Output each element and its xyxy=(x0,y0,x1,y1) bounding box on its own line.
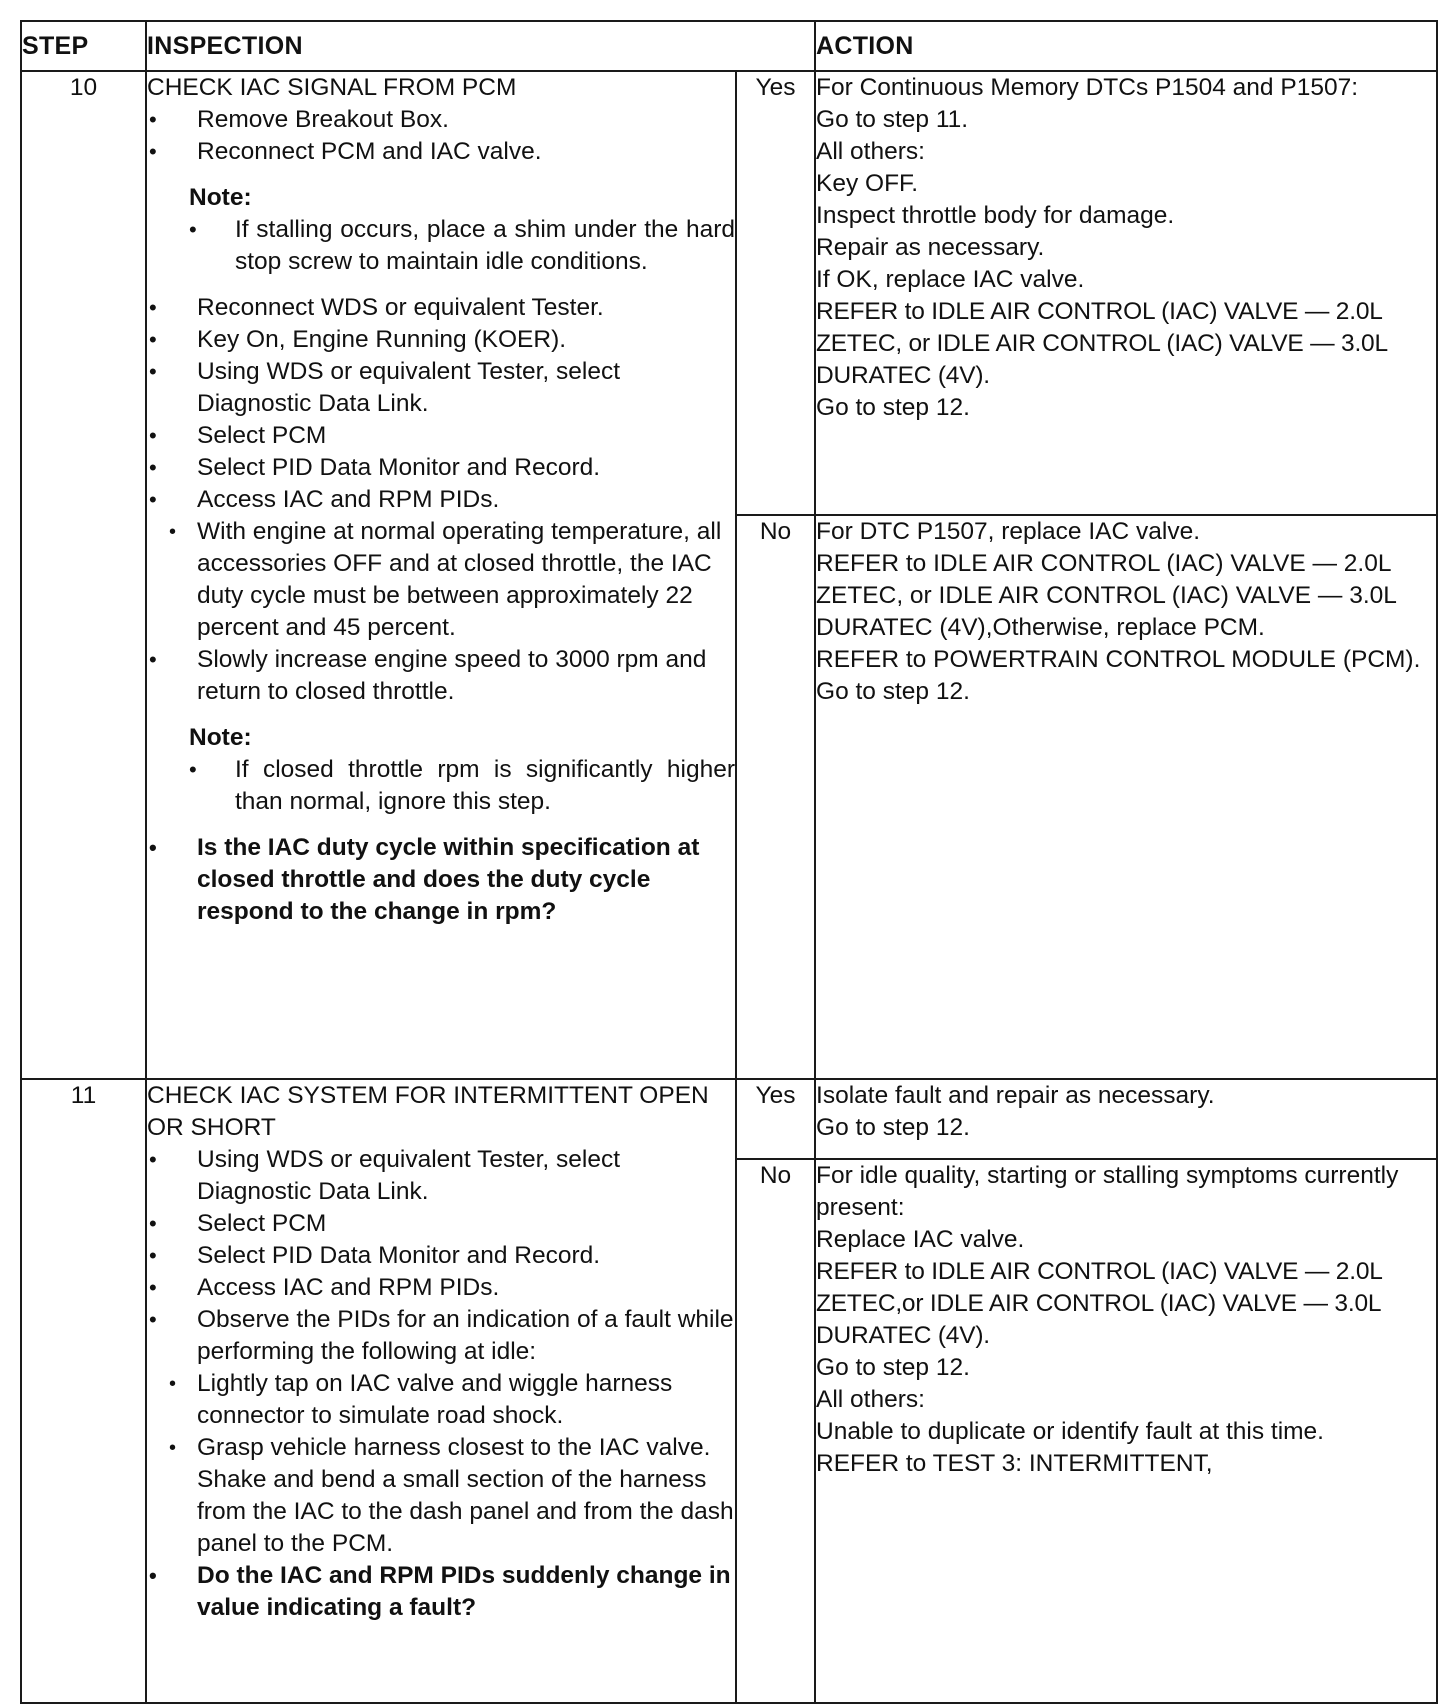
note-label: Note: xyxy=(189,184,252,211)
action-line: Replace IAC valve. xyxy=(816,1226,1025,1253)
step-number: 10 xyxy=(21,71,146,1079)
sub-bullet-item: • With engine at normal operating temperature, all accessories OFF and at closed throttle, the IAC duty cycle must be between approximately 22 percent and 45 percent. xyxy=(165,516,735,644)
action-line: REFER to IDLE AIR CONTROL (IAC) VALVE — 2.0L ZETEC, or IDLE AIR CONTROL (IAC) VALVE — 3.0L DURATEC (4V),Otherwise, replace PCM. xyxy=(816,550,1396,641)
bullet-item: • Select PCM xyxy=(147,420,735,452)
action-line: REFER to IDLE AIR CONTROL (IAC) VALVE — 2.0L ZETEC,or IDLE AIR CONTROL (IAC) VALVE — 3.0L DURATEC (4V). xyxy=(816,1258,1382,1349)
header-step: STEP xyxy=(21,21,146,71)
action-line: If OK, replace IAC valve. xyxy=(816,266,1085,293)
bullet-item: • Reconnect WDS or equivalent Tester. xyxy=(147,292,735,324)
bullet-item: • Select PID Data Monitor and Record. xyxy=(147,1240,735,1272)
step-11-inspection xyxy=(146,1079,736,1703)
step-number: 11 xyxy=(21,1079,146,1703)
inspection-question: • Do the IAC and RPM PIDs suddenly change in value indicating a fault? xyxy=(147,1560,735,1624)
action-line: REFER to POWERTRAIN CONTROL MODULE (PCM). xyxy=(816,646,1421,673)
action-line: For idle quality, starting or stalling symptoms currently present: xyxy=(816,1162,1399,1221)
bullet-item: • Select PID Data Monitor and Record. xyxy=(147,452,735,484)
bullet-item: • Key On, Engine Running (KOER). xyxy=(147,324,735,356)
bullet-item: • Access IAC and RPM PIDs. xyxy=(147,1272,735,1304)
no-label: No xyxy=(736,515,815,1079)
step-title: CHECK IAC SYSTEM FOR INTERMITTENT OPEN OR SHORT xyxy=(147,1082,709,1141)
bullet-list xyxy=(147,1144,735,1624)
action-line: Isolate fault and repair as necessary. xyxy=(816,1082,1215,1109)
bullet-text: Observe the PIDs for an indication of a fault while performing the following at idle: xyxy=(197,1306,734,1365)
pinpoint-test-table xyxy=(20,20,1438,1704)
no-action xyxy=(815,1159,1437,1703)
note-block xyxy=(189,182,735,278)
bullet-list xyxy=(147,104,735,168)
bullet-item: • Slowly increase engine speed to 3000 rpm and return to closed throttle. xyxy=(147,644,735,708)
diagnostic-sheet xyxy=(20,20,1436,1704)
yes-label: Yes xyxy=(736,1079,815,1159)
bullet-item: • Reconnect PCM and IAC valve. xyxy=(147,136,735,168)
action-line: REFER to TEST 3: INTERMITTENT, xyxy=(816,1450,1213,1477)
bullet-item: • Select PCM xyxy=(147,1208,735,1240)
action-line: For DTC P1507, replace IAC valve. xyxy=(816,518,1201,545)
bullet-item: • Remove Breakout Box. xyxy=(147,104,735,136)
action-line: Unable to duplicate or identify fault at this time. xyxy=(816,1418,1324,1445)
action-line: REFER to IDLE AIR CONTROL (IAC) VALVE — 2.0L ZETEC, or IDLE AIR CONTROL (IAC) VALVE — 3.0L DURATEC (4V). xyxy=(816,298,1387,389)
note-block xyxy=(189,722,735,818)
action-line: For Continuous Memory DTCs P1504 and P1507: xyxy=(816,74,1359,101)
action-line: Go to step 12. xyxy=(816,678,970,705)
step-title: CHECK IAC SIGNAL FROM PCM xyxy=(147,74,517,101)
yes-action xyxy=(815,71,1437,515)
step-11-yes-row xyxy=(21,1079,1437,1159)
header-action: ACTION xyxy=(815,21,1437,71)
action-line: Go to step 12. xyxy=(816,1114,970,1141)
bullet-item xyxy=(147,1304,735,1560)
note-label: Note: xyxy=(189,724,252,751)
inspection-question: • Is the IAC duty cycle within specification at closed throttle and does the duty cycle respond to the change in rpm? xyxy=(147,832,735,928)
bullet-item: • Using WDS or equivalent Tester, select Diagnostic Data Link. xyxy=(147,356,735,420)
action-line: All others: xyxy=(816,1386,925,1413)
action-line: Go to step 12. xyxy=(816,394,970,421)
no-action xyxy=(815,515,1437,1079)
no-label: No xyxy=(736,1159,815,1703)
step-10-yes-row xyxy=(21,71,1437,515)
bullet-list xyxy=(147,292,735,708)
bullet-text: Access IAC and RPM PIDs. xyxy=(197,486,500,513)
action-line: Key OFF. xyxy=(816,170,919,197)
header-inspection: INSPECTION xyxy=(146,21,815,71)
action-line: Go to step 12. xyxy=(816,1354,970,1381)
action-line: Inspect throttle body for damage. xyxy=(816,202,1175,229)
action-line: Repair as necessary. xyxy=(816,234,1045,261)
step-10-inspection xyxy=(146,71,736,1079)
sub-bullet-item: • Grasp vehicle harness closest to the IAC valve. Shake and bend a small section of the harness from the IAC to the dash panel and from the dash panel to the PCM. xyxy=(165,1432,735,1560)
action-line: All others: xyxy=(816,138,925,165)
sub-bullet-item: • Lightly tap on IAC valve and wiggle harness connector to simulate road shock. xyxy=(165,1368,735,1432)
bullet-item: • Using WDS or equivalent Tester, select Diagnostic Data Link. xyxy=(147,1144,735,1208)
bullet-list xyxy=(147,832,735,928)
note-text: • If closed throttle rpm is significantly higher than normal, ignore this step. xyxy=(189,754,735,818)
action-line: Go to step 11. xyxy=(816,106,969,133)
yes-label: Yes xyxy=(736,71,815,515)
header-row xyxy=(21,21,1437,71)
bullet-item xyxy=(147,484,735,644)
yes-action xyxy=(815,1079,1437,1159)
note-text: • If stalling occurs, place a shim under the hard stop screw to maintain idle conditions. xyxy=(189,214,735,278)
